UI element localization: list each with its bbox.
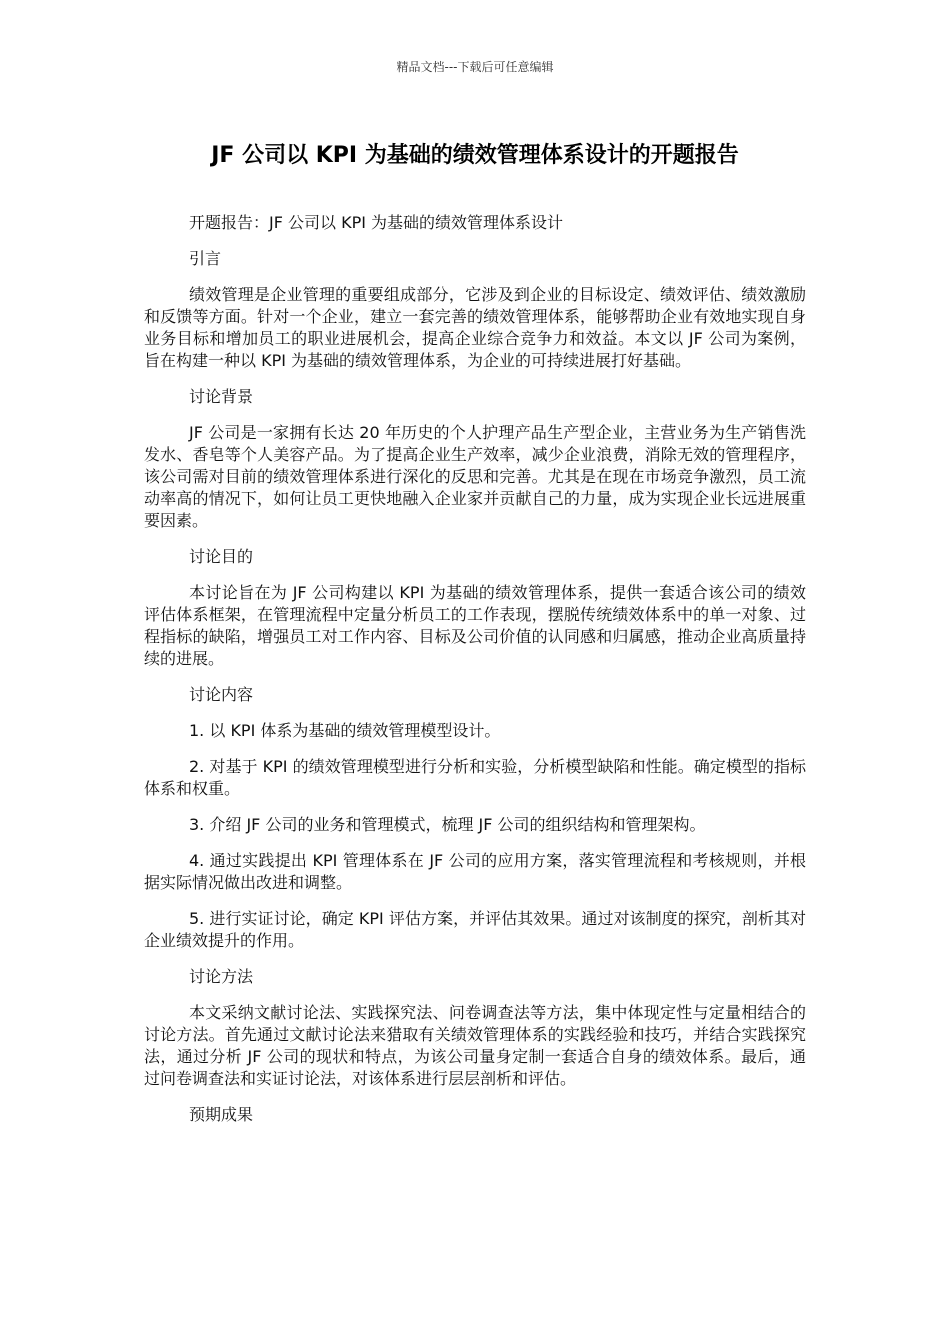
intro-paragraph: 绩效管理是企业管理的重要组成部分，它涉及到企业的目标设定、绩效评估、绩效激励和反馈等方面。针对一个企业，建立一套完善的绩效管理体系，能够帮助企业有效地实现自身业务目标和增加员工的职业进展机会，提高企业综合竞争力和效益。本文以 JF 公司为案例，旨在构建一种以 KPI 为基础的绩效管理体系，为企业的可持续进展打好基础。 [144, 285, 806, 370]
content-item: 1. 以 KPI 体系为基础的绩效管理模型设计。 [189, 721, 501, 740]
content-item: 3. 介绍 JF 公司的业务和管理模式，梳理 JF 公司的组织结构和管理架构。 [189, 815, 706, 834]
background-paragraph: JF 公司是一家拥有长达 20 年历史的个人护理产品生产型企业，主营业务为生产销售洗发水、香皂等个人美容产品。为了提高企业生产效率，减少企业浪费，消除无效的管理程序，该公司需对目前的绩效管理体系进行深化的反思和完善。尤其是在现在市场竞争激烈，员工流动率高的情况下，如何让员工更快地融入企业家并贡献自己的力量，成为实现企业长远进展重要因素。 [144, 423, 806, 530]
section-heading-results: 预期成果 [189, 1105, 254, 1124]
section-heading-purpose: 讨论目的 [189, 547, 254, 566]
document-title: JF 公司以 KPI 为基础的绩效管理体系设计的开题报告 [211, 143, 739, 168]
content-item: 2. 对基于 KPI 的绩效管理模型进行分析和实验，分析模型缺陷和性能。确定模型的指标体系和权重。 [144, 757, 806, 798]
section-heading-background: 讨论背景 [189, 387, 254, 406]
section-heading-intro: 引言 [189, 249, 222, 268]
method-paragraph: 本文采纳文献讨论法、实践探究法、问卷调查法等方法，集中体现定性与定量相结合的讨论方法。首先通过文献讨论法来猎取有关绩效管理体系的实践经验和技巧，并结合实践探究法，通过分析 JF 公司的现状和特点，为该公司量身定制一套适合自身的绩效体系。最后，通过问卷调查法和实证讨论法，对该体系进行层层剖析和评估。 [144, 1003, 806, 1088]
content-item: 4. 通过实践提出 KPI 管理体系在 JF 公司的应用方案，落实管理流程和考核规则，并根据实际情况做出改进和调整。 [144, 851, 806, 892]
section-heading-method: 讨论方法 [189, 967, 254, 986]
subtitle: 开题报告：JF 公司以 KPI 为基础的绩效管理体系设计 [189, 213, 564, 232]
section-heading-content: 讨论内容 [189, 685, 254, 704]
purpose-paragraph: 本讨论旨在为 JF 公司构建以 KPI 为基础的绩效管理体系，提供一套适合该公司的绩效评估体系框架，在管理流程中定量分析员工的工作表现，摆脱传统绩效体系中的单一对象、过程指标的缺陷，增强员工对工作内容、目标及公司价值的认同感和归属感，推动企业高质量持续的进展。 [144, 583, 806, 668]
document-body [144, 212, 806, 1140]
content-item: 5. 进行实证讨论，确定 KPI 评估方案，并评估其效果。通过对该制度的探究，剖析其对企业绩效提升的作用。 [144, 909, 806, 950]
header-note: 精品文档---下载后可任意编辑 [396, 60, 554, 74]
